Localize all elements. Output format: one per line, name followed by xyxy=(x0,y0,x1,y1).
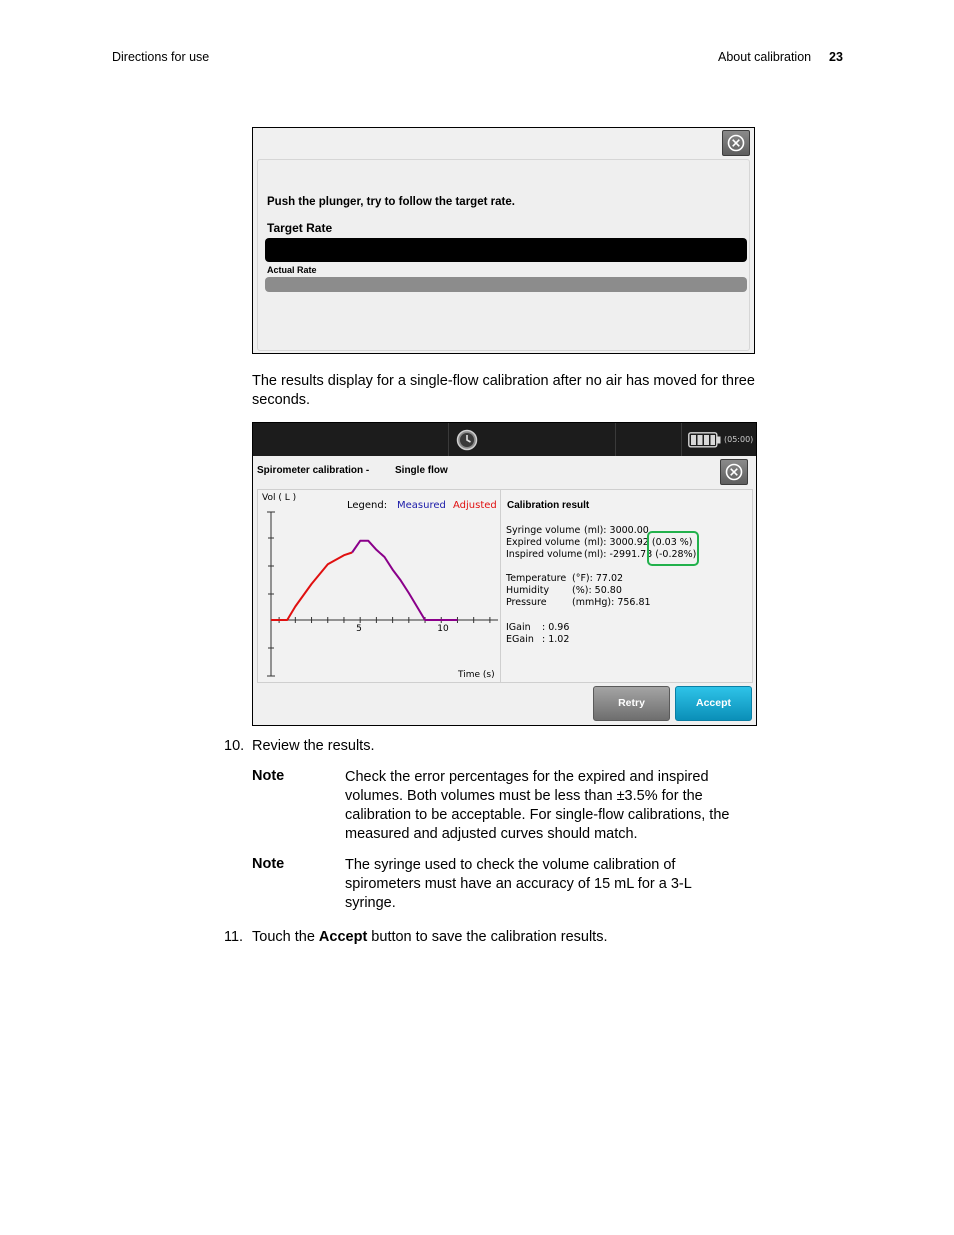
target-rate-panel xyxy=(257,159,750,351)
actual-rate-bar xyxy=(265,277,747,292)
status-separator xyxy=(681,423,682,456)
note-text: The syringe used to check the volume calibration of spirometers must have an accuracy of 15 mL for a 3-L syringe. xyxy=(345,857,692,911)
note-text: Check the error percentages for the expired and inspired volumes. Both volumes must be less than ±3.5% for the calibration to be acceptable. For single-flow calibrations, the measured and adjusted curves should match. xyxy=(345,769,730,842)
chart-series xyxy=(271,541,458,620)
gain-row-egain: EGain : 1.02 xyxy=(506,634,570,645)
result-row-syringe: Syringe volume (ml): 3000.00 xyxy=(506,525,649,536)
x-axis-label: Time (s) xyxy=(458,670,495,680)
env-row-humidity: Humidity (%): 50.80 xyxy=(506,585,622,596)
legend-label: Legend: xyxy=(347,500,388,511)
close-icon xyxy=(725,463,743,481)
running-header-section: About calibration xyxy=(718,50,812,64)
chart-axes xyxy=(267,512,498,676)
series-line-measured xyxy=(352,541,457,620)
battery-icon xyxy=(688,432,722,448)
result-row-expired: Expired volume (ml): 3000.92 (0.03 %) xyxy=(506,537,693,548)
clock-icon xyxy=(456,429,478,451)
status-separator xyxy=(448,423,449,456)
series-line-adjusted xyxy=(271,553,352,621)
y-axis-label: Vol ( L ) xyxy=(262,493,297,503)
step-number-10: 10. xyxy=(224,738,245,754)
close-icon xyxy=(727,134,745,152)
accept-emphasis: Accept xyxy=(318,929,368,945)
close-button[interactable] xyxy=(722,130,750,156)
close-button[interactable] xyxy=(720,459,748,485)
result-title: Calibration result xyxy=(507,500,590,511)
flow-mode: Single flow xyxy=(395,465,448,476)
chart-plot xyxy=(258,490,500,682)
accept-button[interactable]: Accept xyxy=(675,686,752,721)
gain-row-igain: IGain : 0.96 xyxy=(506,622,570,633)
env-row-temperature: Temperature (°F): 77.02 xyxy=(506,573,624,584)
status-bar xyxy=(253,423,756,456)
step-10-text: Review the results. xyxy=(252,738,375,754)
inspired-error-percent: (-0.28%) xyxy=(655,549,697,560)
note-label: Note xyxy=(252,856,285,872)
page-number: 23 xyxy=(829,50,843,64)
running-header-left: Directions for use xyxy=(112,50,210,64)
x-tick-label: 5 xyxy=(356,624,362,634)
instruction-text: Push the plunger, try to follow the target rate. xyxy=(267,196,515,208)
top-strip xyxy=(253,128,754,158)
calibration-result-screen xyxy=(252,422,757,726)
step-11-text: Touch the Accept button to save the calibration results. xyxy=(252,929,608,945)
target-rate-label: Target Rate xyxy=(267,221,333,235)
error-highlight-box xyxy=(647,531,699,566)
timer-text: (05:00) xyxy=(724,435,754,444)
volume-time-graph xyxy=(257,489,501,683)
result-row-inspired: Inspired volume (ml): -2991.73 (-0.28%) xyxy=(506,549,697,560)
status-separator xyxy=(615,423,616,456)
calibration-result-panel xyxy=(501,489,753,683)
legend-adjusted: Adjusted xyxy=(453,500,497,511)
target-rate-screen xyxy=(252,127,755,354)
expired-error-percent: (0.03 %) xyxy=(651,537,693,548)
env-row-pressure: Pressure (mmHg): 756.81 xyxy=(506,597,651,608)
screen-title: Spirometer calibration - xyxy=(257,465,370,476)
retry-button[interactable]: Retry xyxy=(593,686,670,721)
target-rate-bar xyxy=(265,238,747,262)
x-tick-label: 10 xyxy=(437,624,449,634)
step-number-11: 11. xyxy=(224,929,244,945)
note-label: Note xyxy=(252,768,285,784)
legend-measured: Measured xyxy=(397,500,446,511)
actual-rate-label: Actual Rate xyxy=(267,265,317,275)
results-caption: The results display for a single-flow calibration after no air has moved for three seconds. xyxy=(252,373,755,408)
